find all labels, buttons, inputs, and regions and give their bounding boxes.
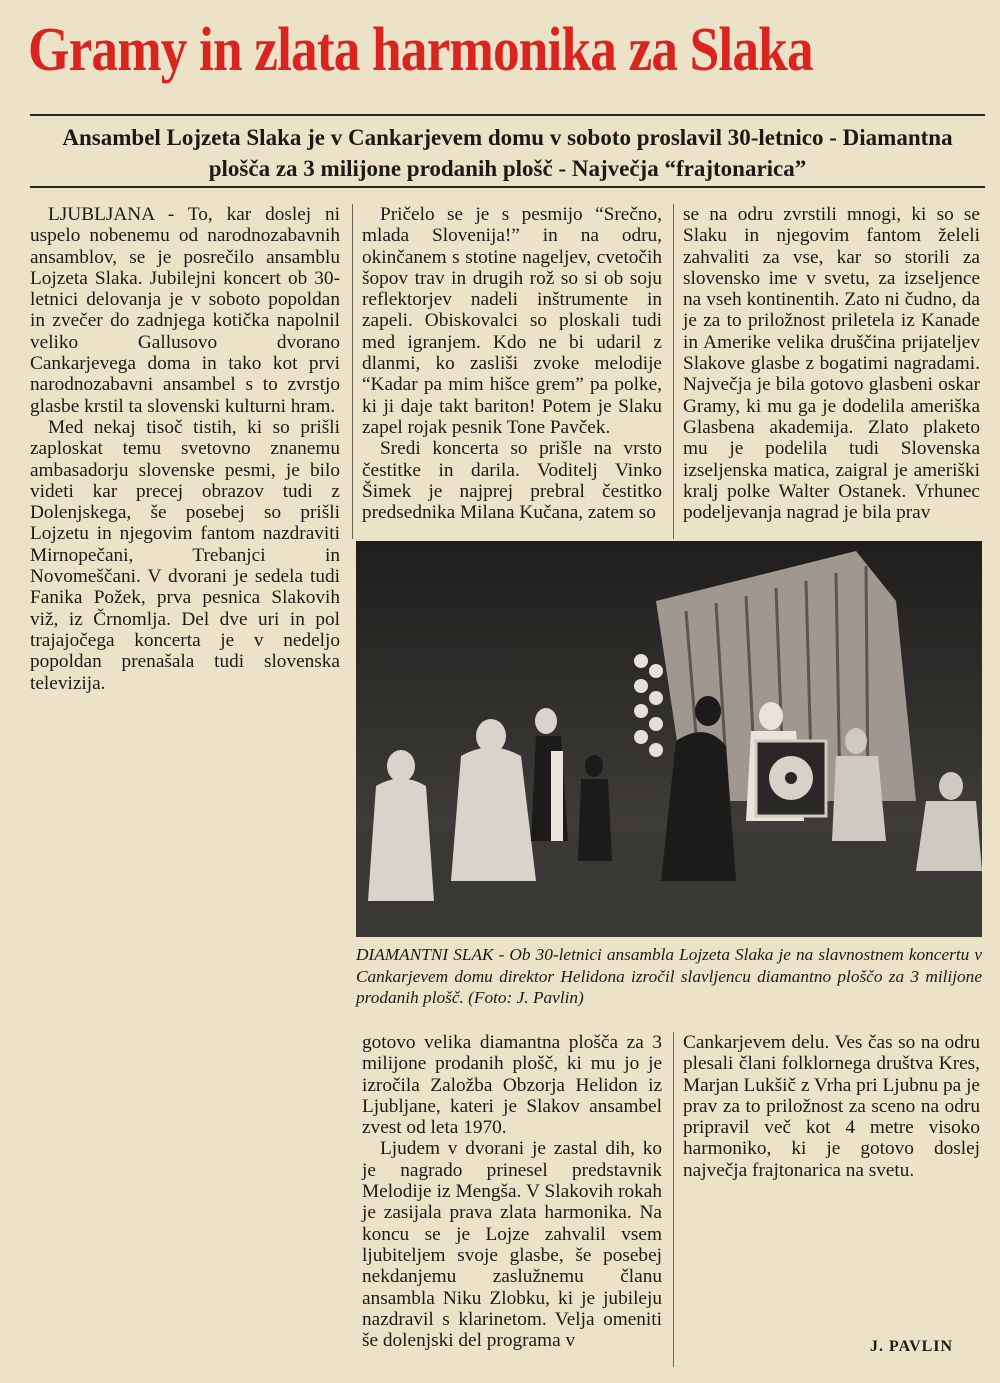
stage-scene-image xyxy=(356,541,982,937)
text-column-2 xyxy=(362,204,662,523)
author-signature: J. PAVLIN xyxy=(870,1338,954,1355)
column-divider xyxy=(673,204,674,539)
paragraph-4: Sredi koncerta so prišle na vrsto čestitke in darila. Voditelj Vinko Šimek je najprej prebral čestitko predsednika Milana Kučana, zatem so xyxy=(362,438,662,524)
headline: Gramy in zlata harmonika za Slaka xyxy=(28,16,813,84)
top-rule xyxy=(30,114,985,116)
text-column-1 xyxy=(30,204,340,694)
subheadline: Ansambel Lojzeta Slaka je v Cankarjevem domu v soboto proslavil 30-letnico - Diamantna plošča za 3 milijone prodanih plošč - Največja “frajtonarica” xyxy=(62,125,953,181)
column-divider xyxy=(673,1032,674,1367)
concert-photo xyxy=(356,541,982,937)
paragraph-1: LJUBLJANA - To, kar doslej ni uspelo nobenemu od narodnozabavnih ansamblov, se je posrečilo ansamblu Lojzeta Slaka. Jubilejni koncert ob 30-letnici delovanja je v soboto popoldan in zvečer do zadnjega kotička napolnil veliko Gallusovo dvorano Cankarjevega doma in tako kot prvi narodnozabavni ansambel s to zvrstjo glasbe krstil ta slovenski kulturni hram. xyxy=(30,204,340,417)
bottom-rule xyxy=(30,186,985,188)
paragraph-3: Pričelo se je s pesmijo “Srečno, mlada Slovenija!” in na odru, okinčanem s stotine nageljev, cvetočih šopov trav in drugih rož so si ob soju reflektorjev nadeli inštrumente in zapeli. Obiskovalci so ploskali tudi med igranjem. Kdo ne bi udaril z dlanmi, ko zasliši zvoke melodije “Kadar pa mim hišce grem” pa polke, ki ji daje takt bariton! Potem je Slaku zapel rojak pesnik Tone Pavček. xyxy=(362,204,662,438)
text-column-5 xyxy=(683,1032,980,1181)
photo-caption: DIAMANTNI SLAK - Ob 30-letnici ansambla Lojzeta Slaka je na slavnostnem koncertu v Cankarjevem domu direktor Helidona izročil slavljencu diamantno ploščo za 3 milijone prodanih plošč. (Foto: J. Pavlin) xyxy=(356,945,982,1007)
paragraph-4: gotovo velika diamantna plošča za 3 milijone prodanih plošč, ki mu jo je izročila Založba Obzorja Helidon iz Ljubljane, kateri je Slakov ansambel zvest od leta 1970. xyxy=(362,1032,662,1139)
paragraph-4: se na odru zvrstili mnogi, ki so se Slaku in njegovim fantom želeli zahvaliti za vse, kar so storili za slovensko ime v svetu, za izseljence na vseh kontinentih. Zato ni čudno, da je za to priložnost priletela iz Kanade in Amerike velika druščina prijateljev Slakove glasbe z bogatimi nagradami. Največja je bila gotovo glasbeni oskar Gramy, ki mu ga je dodelila ameriška Glasbena akademija. Zlato plaketo mu je podelila tudi Slovenska izseljenska matica, zaigral je ameriški kralj polke Walter Ostanek. Vrhunec podeljevanja nagrad je bila prav xyxy=(683,204,980,524)
text-column-3 xyxy=(683,204,980,523)
text-column-4 xyxy=(362,1032,662,1351)
paragraph-5: Ljudem v dvorani je zastal dih, ko je nagrado prinesel predstavnik Melodije iz Mengša. V Slakovih rokah je zasijala prava zlata harmonika. Na koncu se je Lojze zahvalil vsem ljubiteljem svoje glasbe, še posebej nekdanjemu zaslužnemu članu ansambla Niku Zlobku, ki je jubileju nazdravil s klarinetom. Velja omeniti še dolenjski del programa v xyxy=(362,1138,662,1352)
column-divider xyxy=(352,204,353,539)
paragraph-2: Med nekaj tisoč tistih, ki so prišli zaploskat temu svetovno znanemu ambasadorju slovenske pesmi, je bilo videti kar precej obrazov tudi z Dolenjskega, še posebej so prišli Lojzetu in njegovim fantom nazdraviti Mirnopečani, Trebanjci in Novomeščani. V dvorani je sedela tudi Fanika Požek, prva pesnica Slakovih viž, iz Črnomlja. Del dve uri in pol trajajočega koncerta je v nedeljo popoldan prenašala tudi slovenska televizija. xyxy=(30,416,340,694)
paragraph-5: Cankarjevem delu. Ves čas so na odru plesali člani folklornega društva Kres, Marjan Lukšič z Vrha pri Ljubnu pa je prav za to priložnost za sceno na odru pripravil več kot 4 metre visoko harmoniko, ki je gotovo doslej največja frajtonarica na svetu. xyxy=(683,1032,980,1181)
